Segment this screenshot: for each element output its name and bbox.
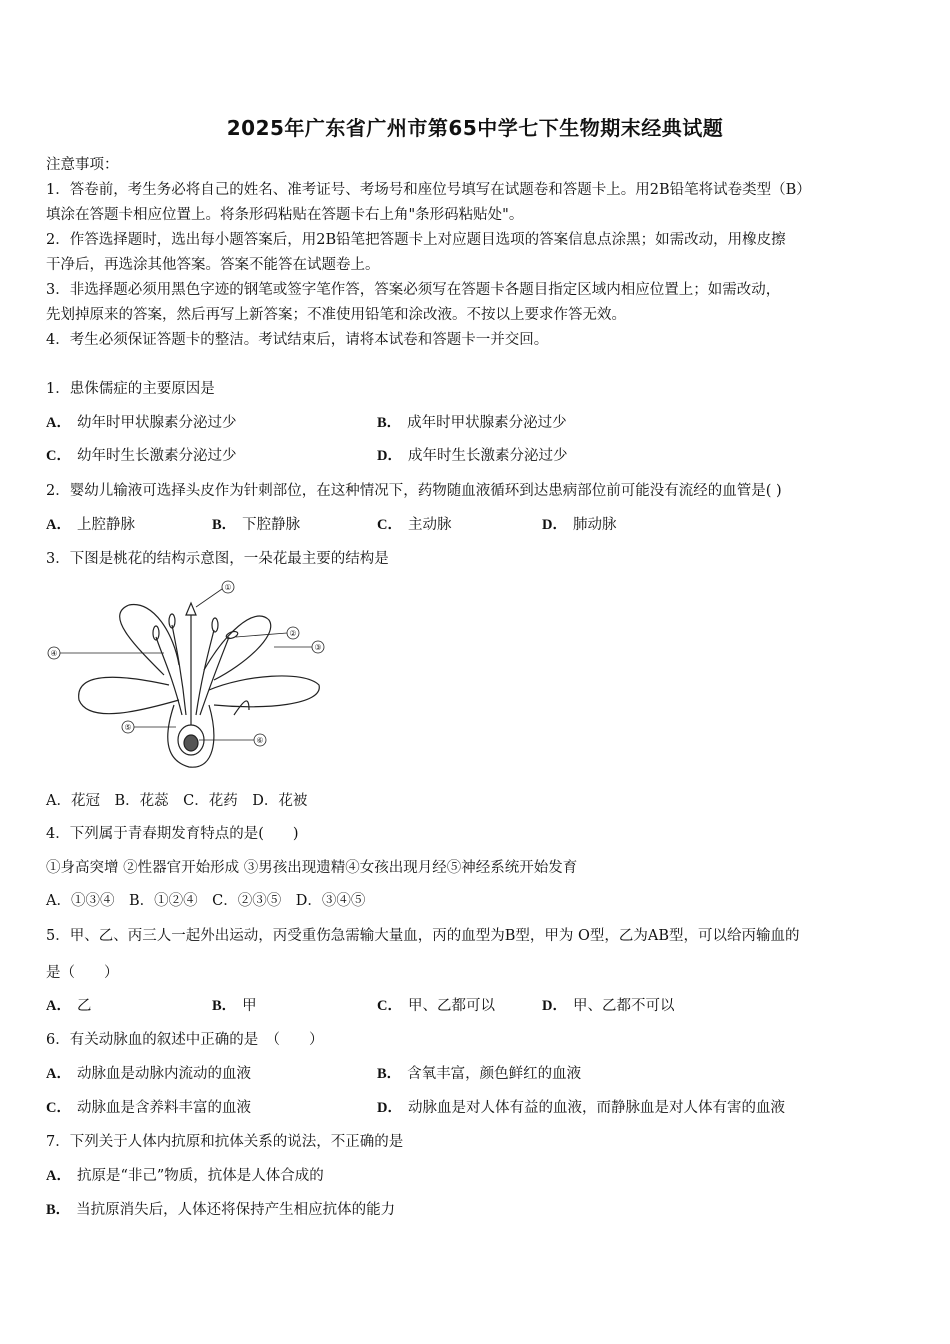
question-6-option-d: D． 动脉血是对人体有益的血液，而静脉血是对人体有害的血液 — [377, 1100, 785, 1116]
peach-flower-diagram — [44, 575, 344, 775]
question-5-option-d: D． 甲、乙都不可以 — [542, 998, 675, 1014]
question-3-stem: 3．下图是桃花的结构示意图，一朵花最主要的结构是 — [46, 551, 389, 567]
question-3-options: A．花冠 B．花蕊 C．花药 D．花被 — [46, 793, 308, 809]
label-3: ③ — [314, 643, 322, 652]
question-4-stem: 4．下列属于青春期发育特点的是( ) — [46, 826, 299, 842]
question-7-stem: 7．下列关于人体内抗原和抗体关系的说法，不正确的是 — [46, 1134, 404, 1150]
page-title: 2025年广东省广州市第65中学七下生物期末经典试题 — [226, 116, 724, 140]
question-5-option-a: A． 乙 — [46, 998, 92, 1014]
question-2-option-d: D． 肺动脉 — [542, 517, 617, 533]
notice-line: 2．作答选择题时，选出每小题答案后，用2B铅笔把答题卡上对应题目选项的答案信息点涂黑；如需改动，用橡皮擦 — [46, 232, 786, 248]
question-5-option-c: C． 甲、乙都可以 — [377, 998, 495, 1014]
question-1-stem: 1．患侏儒症的主要原因是 — [46, 381, 215, 397]
question-1-option-b: B． 成年时甲状腺素分泌过少 — [377, 415, 567, 431]
question-6-option-b: B． 含氧丰富，颜色鲜红的血液 — [377, 1066, 582, 1082]
question-2-stem: 2．婴幼儿输液可选择头皮作为针刺部位，在这种情况下，药物随血液循环到达患病部位前可能没有流经的血管是( ) — [46, 483, 782, 499]
question-2-option-a: A． 上腔静脉 — [46, 517, 135, 533]
question-7-option-b: B． 当抗原消失后，人体还将保持产生相应抗体的能力 — [46, 1202, 396, 1218]
label-2: ② — [289, 629, 297, 638]
notice-line: 先划掉原来的答案，然后再写上新答案；不准使用铅笔和涂改液。不按以上要求作答无效。 — [46, 307, 626, 323]
question-4-list: ①身高突增 ②性器官开始形成 ③男孩出现遗精④女孩出现月经⑤神经系统开始发育 — [46, 860, 578, 876]
question-1-option-d: D． 成年时生长激素分泌过少 — [377, 448, 568, 464]
label-1: ① — [224, 583, 232, 592]
question-7-option-a: A． 抗原是“非己”物质，抗体是人体合成的 — [46, 1168, 324, 1184]
question-1-option-c: C． 幼年时生长激素分泌过少 — [46, 448, 237, 464]
label-4: ④ — [50, 649, 58, 658]
question-6-option-a: A． 动脉血是动脉内流动的血液 — [46, 1066, 251, 1082]
notice-line: 4．考生必须保证答题卡的整洁。考试结束后，请将本试卷和答题卡一并交回。 — [46, 332, 549, 348]
notice-heading: 注意事项： — [46, 157, 119, 173]
notice-line: 3．非选择题必须用黑色字迹的钢笔或签字笔作答，答案必须写在答题卡各题目指定区域内相应位置上；如需改动， — [46, 282, 781, 298]
notice-line: 干净后，再选涂其他答案。答案不能答在试题卷上。 — [46, 257, 380, 273]
label-5: ⑤ — [124, 723, 132, 732]
question-5-option-b: B． 甲 — [212, 998, 257, 1014]
question-2-option-b: B． 下腔静脉 — [212, 517, 301, 533]
label-6: ⑥ — [256, 736, 264, 745]
notice-line: 1．答卷前，考生务必将自己的姓名、准考证号、考场号和座位号填写在试题卷和答题卡上。用2B铅笔将试卷类型（B） — [46, 182, 811, 198]
question-5-stem-cont: 是（ ） — [46, 965, 119, 981]
question-6-stem: 6．有关动脉血的叙述中正确的是 （ ） — [46, 1032, 324, 1048]
notice-line: 填涂在答题卡相应位置上。将条形码粘贴在答题卡右上角"条形码粘贴处"。 — [46, 207, 524, 223]
question-5-stem: 5．甲、乙、丙三人一起外出运动，丙受重伤急需输大量血，丙的血型为B型，甲为 O型，乙为AB型，可以给丙输血的 — [46, 928, 800, 944]
question-2-option-c: C． 主动脉 — [377, 517, 452, 533]
question-6-option-c: C． 动脉血是含养料丰富的血液 — [46, 1100, 251, 1116]
question-1-option-a: A． 幼年时甲状腺素分泌过少 — [46, 415, 237, 431]
question-4-options: A．①③④ B．①②④ C．②③⑤ D．③④⑤ — [46, 893, 366, 909]
